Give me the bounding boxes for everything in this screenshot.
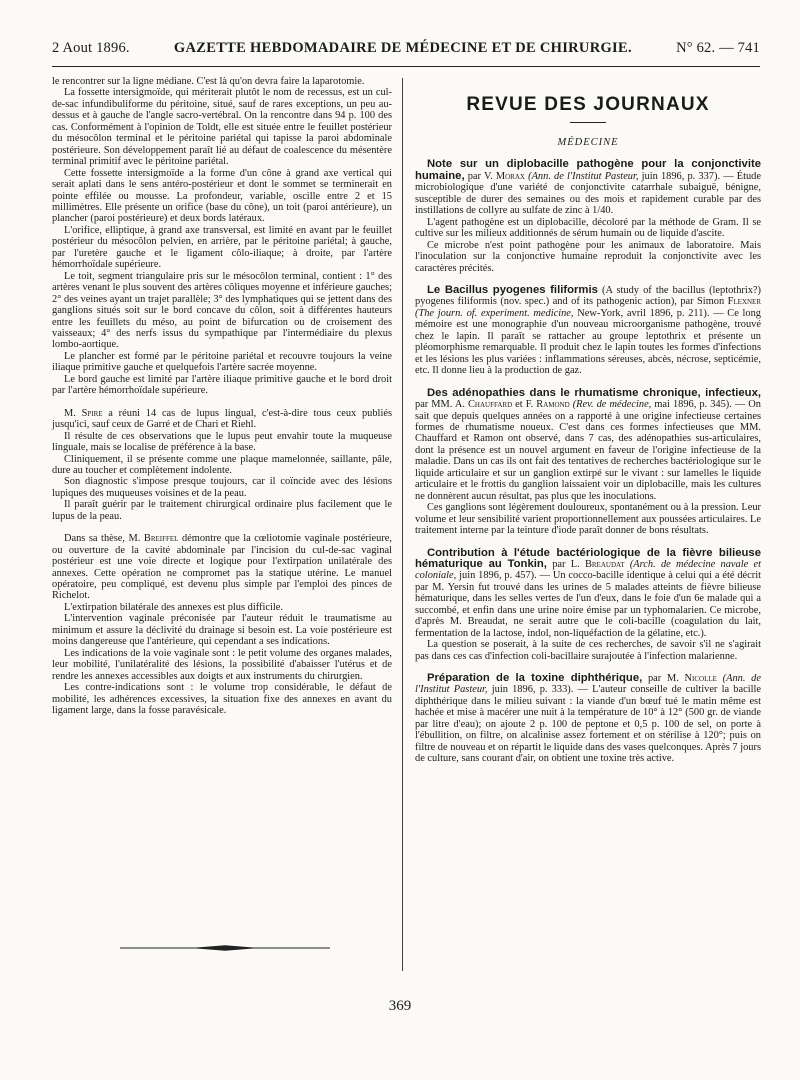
paragraph: Cette fossette intersigmoïde a la forme d'un cône à grand axe vertical qui serait aplati dans le sens antéro-postérieur et dont le sommet se terminerait en pointe effilée ou mousse. La profondeur, variable, oscille entre 2 et 15 millimètres. Elle présente un orifice (base du cône), un toit (paroi antérieure), un plancher (paroi postérieure) et deux bords latéraux.: [52, 167, 392, 225]
paragraph: Son diagnostic s'impose presque toujours, car il coïncide avec des lésions lupiques des muqueuses voisines et de la peau.: [52, 476, 392, 499]
paragraph-text: a réuni 14 cas de lupus lingual, c'est-à-dire tous ceux publiés jusqu'ici, sauf ceux de Garré et de Chari et Riehl.: [52, 407, 392, 431]
paragraph: Le plancher est formé par le péritoine pariétal et recouvre toujours la veine iliaque primitive gauche et quelquefois l'artère sacrée moyenne.: [52, 350, 392, 374]
article-text: mai 1896, p. 345). — On sait que depuis quelques années on a rapporté à une origine infectieuse certaines formes de rhumatisme noueux. C'est dans ces formes infectieuses que MM. Chauffard et Ramon ont observé, dans 7 cas, des adénopathies sus-articulaires, dont la présence est un nouvel argument en faveur de l'origine infectieuse de la maladie. Dans un cas ils ont fait des tentatives de recherches bactériologique sur le liquide articulaire et sur un ganglion extirpé sur le vivant : sur lamelles le liquide articulaire et le frottis du ganglion laissaient voir un diplobacille, mais les cultures ne donnèrent aucun résultat, pas plus que les inoculations.: [415, 399, 761, 502]
article-text: juin 1896, p. 457). — Un cocco-bacille identique à celui qui a été décrit par M. Yersin fut trouvé dans les urines de 5 malades atteints de fièvre bilieuse hématurique, dans les selles vertes de l'un d'eux, dans le foie d'un 6e malade qui a succombé, et enfin dans une urine noire émise par un typhomalarien. Ce microbe, d'après M. Breaudat, ne serait autre que le coli-bacille (coagulation du lait, fermentation de la lactose, indol, non-liquéfaction de la gélatine, etc.).: [415, 570, 761, 639]
article-lead: [415, 388, 761, 503]
header-number: N° 62. — 741: [676, 40, 760, 56]
article-text: par L.: [546, 558, 585, 570]
article-text: juin 1896, p. 333). — L'auteur conseille de cultiver la bacille diphthérique dans le milieu suivant : la viande d'un bœuf tué le matin même est hachée et mise à macérer une nuit à la température de 10° à 12° (500 gr. de viande par litre d'eau); on ajoute 2 p. 100 de peptone et 0,5 p. 100 de sel, on porte à l'ébullition, on filtre, on alcalinise assez fortement et on stérilise à 120°; puis on filtre de nouveau et on répartit le liquide dans des vases quelconques. Après 7 jours de culture, sans courant d'air, on obtient une toxine très active.: [415, 684, 761, 765]
running-header: [52, 40, 760, 66]
article-bacillus: [415, 285, 761, 377]
page-number: 369: [388, 998, 412, 1014]
paragraph: L'agent pathogène est un diplobacille, décoloré par la méthode de Gram. Il se cultive sur les milieux additionnés de sérum humain ou de liquide d'ascite.: [415, 216, 761, 240]
left-column: [52, 76, 392, 716]
article-adenopathies: [415, 388, 761, 537]
article-text: et F.: [512, 399, 537, 411]
article-toxine: [415, 673, 761, 765]
author-name: Breiffel: [143, 533, 179, 545]
article-lead: [415, 159, 761, 216]
paragraph-text: démontre que la cœliotomie vaginale postérieure, ou ouverture de la cavité abdominale par l'incision du cul-de-sac vaginal postérieur est une voie directe et logique pour l'extirpation unilatérale des annexes. Cette opération ne compromet pas la statique utérine. Le manuel opératoire, peu compliqué, est devenu plus simple par l'emploi des pinces de Richelot.: [52, 533, 393, 602]
article-lead: [415, 285, 761, 377]
article-title: Le Bacillus pyogenes filiformis: [427, 283, 598, 296]
article-diplobacille: [415, 159, 761, 274]
subsection-title: MÉDECINE: [557, 137, 619, 148]
paragraph: Il résulte de ces observations que le lupus peut envahir toute la muqueuse linguale, mais se localise de préférence à la base.: [52, 430, 392, 454]
section-title: REVUE DES JOURNAUX: [466, 94, 710, 115]
section-rule: [570, 122, 606, 123]
author-name: Morax: [495, 170, 525, 182]
author-name: Chauffard: [467, 399, 513, 411]
paragraph-spire: [52, 408, 392, 431]
article-text: par M.: [642, 673, 685, 685]
author-name: Breaudat: [584, 558, 625, 570]
header-date: 2 Aout 1896.: [52, 40, 130, 56]
article-fievre-bilieuse: [415, 548, 761, 663]
paragraph: L'orifice, elliptique, à grand axe transversal, est limité en avant par le feuillet postérieur du mésocôlon pelvien, en arrière, par le péritoine pariétal; à gauche, par l'uretère gauche et le ligament côlo-iliaque; à droite, par l'artère hémorrhoïdale supérieure.: [52, 224, 392, 271]
paragraph: le rencontrer sur la ligne médiane. C'est là qu'on devra faire la laparotomie.: [52, 76, 365, 87]
journal-ref: (Ann. de l'Institut Pasteur,: [524, 170, 639, 182]
journal-ref: (Ann. de l'Institut Pasteur,: [415, 673, 761, 696]
paragraph: L'extirpation bilatérale des annexes est plus difficile.: [64, 601, 283, 613]
paragraph: Les contre-indications sont : le volume trop considérable, le défaut de mobilité, les adhérences excessives, la situation fixe des annexes en avant du ligament large, dans la fosse paravésicale.: [52, 682, 392, 717]
article-text: (A study of the bacillus (leptothrix?) pyogenes filiformis (nov. spec.) and of its pathogenic action), par Simon: [415, 284, 761, 308]
header-rule: [52, 66, 760, 67]
article-text: par V.: [464, 170, 496, 182]
right-column: [415, 76, 761, 765]
paragraph: La question se poserait, à la suite de ces recherches, de savoir s'il ne s'agirait pas dans ces cas d'infection coli-bacillaire surajoutée à l'infection malarienne.: [415, 639, 761, 662]
journal-ref: (Rev. de médecine,: [569, 399, 652, 411]
article-text: juin 1896, p. 337). — Étude microbiologique d'une variété de conjonctivite catarrhale subaiguë, bénigne, susceptible de durer des semaines ou des mois et rapidement curable par des instillations de collyre au sulfate de zinc à 1/40.: [415, 170, 761, 217]
article-lead: [415, 548, 761, 640]
author-name: Ramond: [536, 399, 570, 411]
paragraph-breiffel: [52, 533, 392, 602]
journal-ref: (Arch. de médecine navale et coloniale,: [415, 558, 762, 582]
article-title: Préparation de la toxine diphthérique,: [427, 672, 643, 685]
journal-ref: (The journ. of. experiment. medicine,: [415, 307, 574, 319]
paragraph: Le toit, segment triangulaire pris sur le mésocôlon terminal, contient : 1° des artères venant le plus souvent des artères côliques moyenne et inférieure gauches; 2° des veines ayant un trajet parallèle; 3° des lymphatiques qui se jettent dans des ganglions situés soit sur le bord concave du côlon, soit à différentes hauteurs entre les feuillets du méso, au point de bifurcation ou de croisement des vaisseaux; 4° des nerfs issus du sympathique par l'intermédiaire du plexus lombo-aortique.: [52, 270, 392, 351]
author-name: Nicolle: [684, 673, 717, 685]
paragraph: Les indications de la voie vaginale sont : le petit volume des organes malades, leur mobilité, l'unilatéralité des lésions, la possibilité d'abaisser l'utérus et de rendre les annexes accessibles aux doigts et aux instruments du chirurgien.: [52, 647, 392, 682]
article-text: New-York, avril 1896, p. 211). — Ce long mémoire est une monographie d'un nouveau microorganisme pathogène, trouvé chez le lapin. Il paraît se rattacher au groupe leptothrix et présente un pléomorphisme remarquable. Il produit chez le lapin toutes les formes d'infections et les lésions les plus variées : inflammations séreuses, abcès, nécrose, septicémie, etc. Il donne lieu à la production de gaz.: [415, 307, 761, 377]
paragraph: La fossette intersigmoïde, qui mériterait plutôt le nom de recessus, est un cul-de-sac infundibuliforme du péritoine, situé, sauf de rares exceptions, un peu au-dessus et à gauche de l'angle sacro-vertébral. On la rencontre dans 94 p. 100 des cas. Conformément à l'opinion de Toldt, elle est située entre le feuillet postérieur du mésocôlon terminal et le péritoine pariétal qui tapisse la paroi abdominale postérieure. Son développement paraît lié au défaut de coalescence du mésentère terminal primitif avec le péritoine pariétal.: [52, 87, 392, 168]
article-lead: [415, 673, 761, 765]
article-title: Contribution à l'étude bactériologique de la fièvre bilieuse hématurique au Tonkin,: [415, 546, 761, 570]
author-name: Flexner: [727, 296, 761, 308]
paragraph: L'intervention vaginale préconisée par l'auteur réduit le traumatisme au minimum et assure la déclivité du drainage si besoin est. La voie postérieure est moins dangereuse que l'antérieure, qui cependant a ses indications.: [52, 613, 392, 648]
paragraph: Ces ganglions sont légèrement douloureux, spontanément ou à la pression. Leur volume et leur sensibilité varient proportionnellement aux poussées articulaires. Le traitement interne par la teinture d'iode paraît donner de bons résultats.: [415, 502, 761, 537]
paragraph: Le bord gauche est limité par l'artère iliaque primitive gauche et le bord droit par l'artère hémorrhoïdale supérieure.: [52, 373, 392, 397]
ornament-rule: [120, 944, 330, 952]
paragraph: Il paraît guérir par le traitement chirurgical ordinaire plus facilement que le lupus de la peau.: [52, 499, 392, 522]
article-title: Note sur un diplobacille pathogène pour la conjonctivite humaine,: [415, 158, 761, 182]
column-divider: [402, 78, 403, 971]
article-title: Des adénopathies dans le rhumatisme chronique, infectieux,: [427, 386, 761, 399]
article-text: par MM. A.: [415, 399, 468, 411]
header-title: GAZETTE HEBDOMADAIRE DE MÉDECINE ET DE CHIRURGIE.: [173, 40, 632, 56]
author-name: M. Spire: [64, 407, 103, 419]
paragraph: Cliniquement, il se présente comme une plaque mamelonnée, saillante, pâle, dure au toucher et complètement indolente.: [52, 453, 392, 476]
paragraph: Ce microbe n'est point pathogène pour les animaux de laboratoire. Mais l'inoculation sur la conjonctive humaine reproduit la conjonctivite avec les caractères précités.: [415, 239, 761, 274]
paragraph-text: Dans sa thèse, M.: [64, 533, 144, 545]
